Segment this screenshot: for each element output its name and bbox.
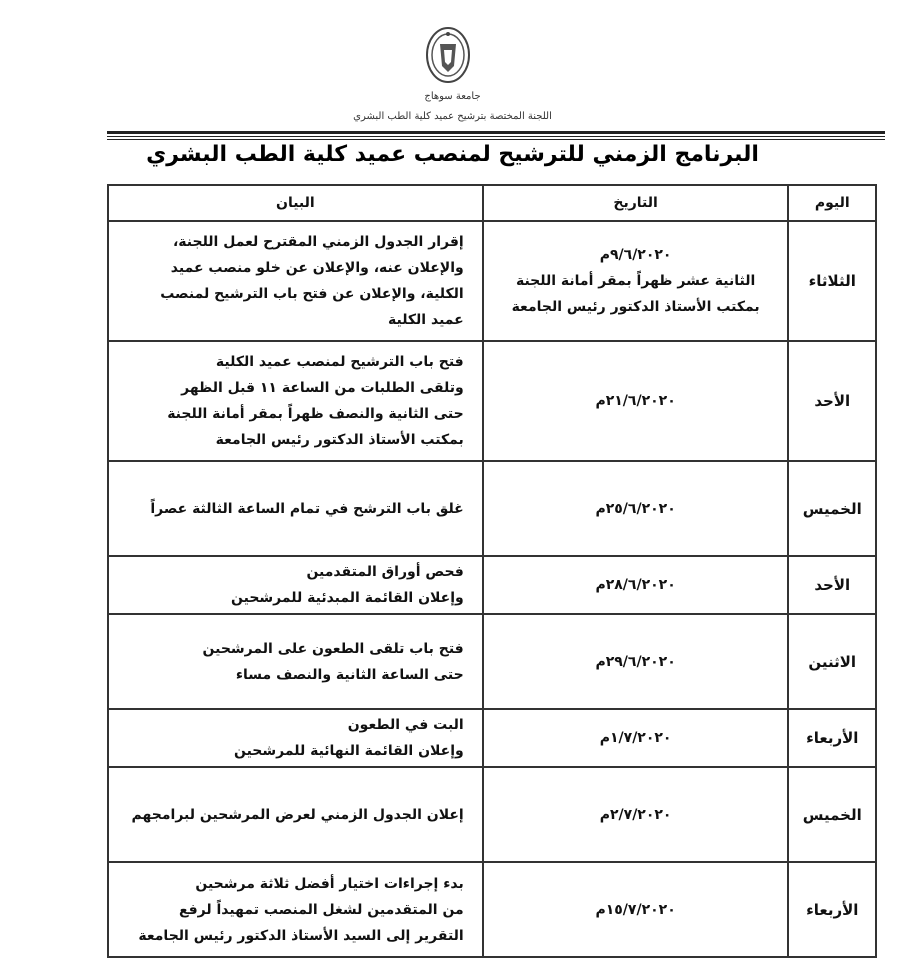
desc-line: وإعلان القائمة النهائية للمرشحين (233, 743, 464, 759)
table-row (108, 341, 876, 461)
table-row (108, 767, 876, 862)
cell-day: الاثنين (788, 614, 876, 709)
table-row (108, 862, 876, 957)
desc-line: وإعلان القائمة المبدئية للمرشحين (231, 590, 464, 606)
table-row (108, 221, 876, 341)
date-line: ٩/٦/٢٠٢٠م (599, 247, 672, 263)
cell-date (483, 341, 789, 461)
desc-line: بمكتب الأستاذ الدكتور رئيس الجامعة (215, 432, 464, 448)
table-row (108, 461, 876, 556)
desc-line: إعلان الجدول الزمني لعرض المرشحين لبرامجهم (131, 806, 464, 823)
desc-line: عميد الكلية (387, 312, 464, 328)
table-header-row (108, 185, 876, 221)
date-line: ١٥/٧/٢٠٢٠م (595, 901, 676, 918)
cell-day: الأحد (788, 556, 876, 614)
letterhead (0, 0, 905, 135)
cell-date (483, 767, 789, 862)
date-line: ٢٩/٦/٢٠٢٠م (595, 653, 676, 670)
date-line: ٢/٧/٢٠٢٠م (599, 806, 672, 823)
page-title: البرنامج الزمني للترشيح لمنصب عميد كلية الطب البشري (146, 142, 759, 167)
column-header-description: البيان (108, 185, 483, 221)
cell-day: الثلاثاء (788, 221, 876, 341)
date-line: بمكتب الأستاذ الدكتور رئيس الجامعة (511, 299, 760, 315)
desc-line: فتح باب الترشيح لمنصب عميد الكلية (215, 354, 464, 370)
date-line: الثانية عشر ظهراً بمقر أمانة اللجنة (515, 273, 756, 289)
cell-date (483, 614, 789, 709)
desc-line: وتلقى الطلبات من الساعة ١١ قبل الظهر (181, 380, 464, 396)
desc-line: بدء إجراءات اختيار أفضل ثلاثة مرشحين (195, 875, 464, 892)
table-row (108, 709, 876, 767)
desc-line: والإعلان عنه، والإعلان عن خلو منصب عميد (170, 260, 464, 276)
cell-date (483, 556, 789, 614)
desc-line: فحص أوراق المتقدمين (306, 564, 464, 580)
cell-description (108, 614, 483, 709)
desc-line: البت في الطعون (347, 717, 464, 733)
desc-line: حتى الثانية والنصف ظهراً بمقر أمانة اللجنة (167, 406, 464, 422)
cell-date (483, 709, 789, 767)
desc-line: التقرير إلى السيد الأستاذ الدكتور رئيس الجامعة (138, 927, 464, 944)
university-name: جامعة سوهاج (424, 91, 481, 102)
date-line: ٢١/٦/٢٠٢٠م (595, 393, 676, 409)
committee-name: اللجنة المختصة بترشيح عميد كلية الطب البشري (353, 111, 552, 122)
cell-description (108, 767, 483, 862)
cell-day: الخميس (788, 767, 876, 862)
cell-day: الأربعاء (788, 862, 876, 957)
column-header-day: اليوم (788, 185, 876, 221)
header-divider (107, 131, 885, 134)
cell-day: الخميس (788, 461, 876, 556)
table-row (108, 556, 876, 614)
column-header-date: التاريخ (483, 185, 789, 221)
date-line: ٢٨/٦/٢٠٢٠م (595, 577, 676, 593)
desc-line: غلق باب الترشح في تمام الساعة الثالثة عصراً (150, 500, 464, 517)
cell-day: الأربعاء (788, 709, 876, 767)
cell-date (483, 221, 789, 341)
cell-date (483, 862, 789, 957)
date-line: ١/٧/٢٠٢٠م (599, 730, 672, 746)
desc-line: فتح باب تلقى الطعون على المرشحين (202, 640, 464, 657)
cell-description (108, 862, 483, 957)
desc-line: حتى الساعة الثانية والنصف مساء (235, 666, 464, 683)
table-row (108, 614, 876, 709)
cell-date (483, 461, 789, 556)
desc-line: إقرار الجدول الزمني المقترح لعمل اللجنة، (172, 234, 464, 250)
cell-description (108, 221, 483, 341)
cell-day: الأحد (788, 341, 876, 461)
date-line: ٢٥/٦/٢٠٢٠م (595, 500, 676, 517)
cell-description (108, 341, 483, 461)
sohag-university-seal-icon (425, 26, 471, 84)
schedule-table (107, 184, 877, 958)
desc-line: الكلية، والإعلان عن فتح باب الترشيح لمنصب (160, 286, 464, 302)
cell-description (108, 556, 483, 614)
header-divider-thin (107, 139, 885, 140)
header-divider-thin (107, 136, 885, 137)
desc-line: من المتقدمين لشغل المنصب تمهيداً لرفع (178, 901, 464, 918)
cell-description (108, 709, 483, 767)
cell-description (108, 461, 483, 556)
